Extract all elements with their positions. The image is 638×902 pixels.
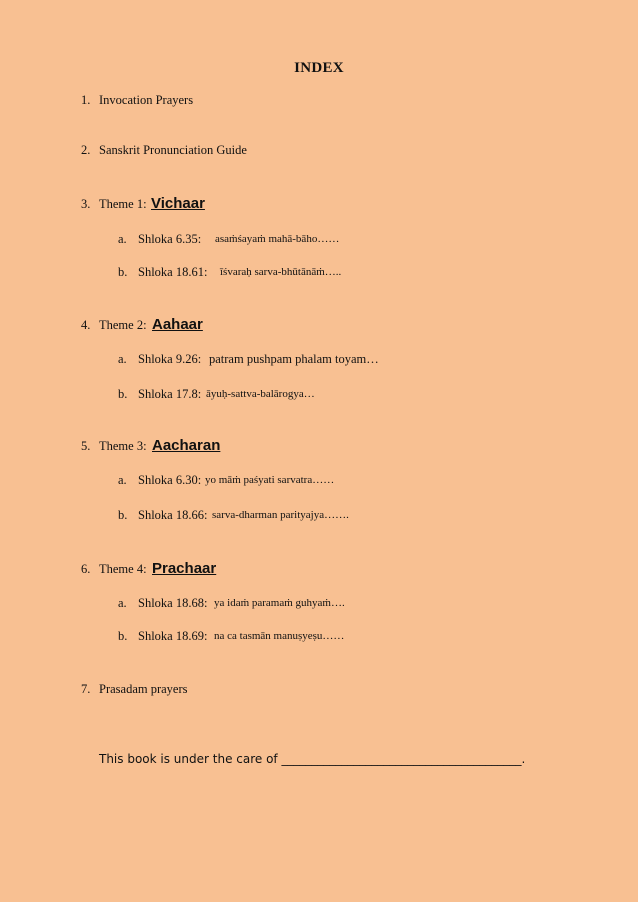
theme-prefix: Theme 1: xyxy=(99,197,147,211)
shloka-label: Shloka 17.8: xyxy=(138,387,202,401)
item-number: 1. xyxy=(81,93,91,107)
sub-letter: a. xyxy=(118,352,127,366)
shloka-label: Shloka 18.61: xyxy=(138,265,208,279)
sub-letter: a. xyxy=(118,473,127,487)
item-text: Sanskrit Pronunciation Guide xyxy=(99,143,247,157)
care-line: This book is under the care of ________________________________________. xyxy=(99,752,526,766)
shloka-verse: na ca tasmān manuṣyeṣu…… xyxy=(214,630,345,642)
item-text: Prasadam prayers xyxy=(99,682,188,696)
shloka-verse: sarva-dharman parityajya……. xyxy=(212,509,349,521)
shloka-verse: ya idaṁ paramaṁ guhyaṁ…. xyxy=(214,597,345,609)
sub-letter: b. xyxy=(118,387,128,401)
sub-letter: b. xyxy=(118,508,128,522)
shloka-label: Shloka 18.68: xyxy=(138,596,208,610)
sub-letter: b. xyxy=(118,629,128,643)
sub-letter: a. xyxy=(118,596,127,610)
theme-name: Vichaar xyxy=(151,195,205,212)
shloka-label: Shloka 9.26: xyxy=(138,352,202,366)
shloka-label: Shloka 18.66: xyxy=(138,508,208,522)
item-number: 4. xyxy=(81,318,91,332)
shloka-label: Shloka 18.69: xyxy=(138,629,208,643)
sub-letter: b. xyxy=(118,265,128,279)
shloka-verse: āyuḥ-sattva-balārogya… xyxy=(206,388,315,400)
item-number: 3. xyxy=(81,197,91,211)
theme-name: Aacharan xyxy=(152,437,221,454)
item-number: 7. xyxy=(81,682,91,696)
item-number: 6. xyxy=(81,562,91,576)
item-number: 5. xyxy=(81,439,91,453)
theme-name: Aahaar xyxy=(152,316,203,333)
item-text: Invocation Prayers xyxy=(99,93,194,107)
sub-letter: a. xyxy=(118,232,127,246)
shloka-label: Shloka 6.30: xyxy=(138,473,202,487)
theme-prefix: Theme 3: xyxy=(99,439,147,453)
theme-prefix: Theme 2: xyxy=(99,318,147,332)
shloka-label: Shloka 6.35: xyxy=(138,232,202,246)
theme-name: Prachaar xyxy=(152,560,217,577)
item-number: 2. xyxy=(81,143,91,157)
shloka-verse: yo māṁ paśyati sarvatra…… xyxy=(205,474,335,486)
theme-prefix: Theme 4: xyxy=(99,562,147,576)
shloka-verse: īśvaraḥ sarva-bhūtānāṁ….. xyxy=(220,266,342,278)
shloka-verse: asaṁśayaṁ mahā-bāho…… xyxy=(215,233,340,245)
shloka-verse: patram pushpam phalam toyam… xyxy=(209,352,379,366)
page-title: INDEX xyxy=(294,60,344,76)
